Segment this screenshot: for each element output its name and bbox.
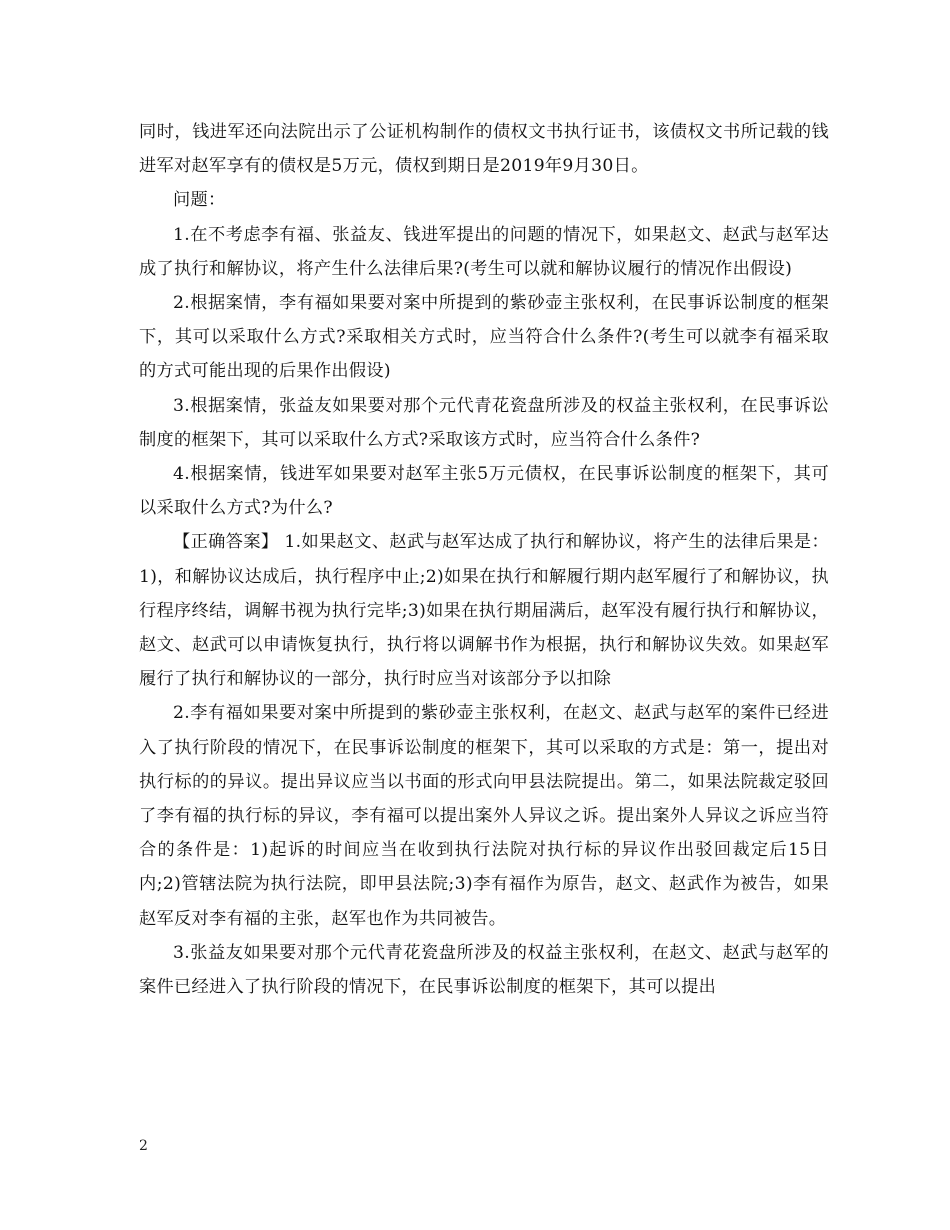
paragraph-answer-2: 2.李有福如果要对案中所提到的紫砂壶主张权利，在赵文、赵武与赵军的案件已经进入了执行阶段的情况下，在民事诉讼制度的框架下，其可以采取的方式是：第一，提出对执行标的的异议。提出异议应当以书面的形式向甲县法院提出。第二，如果法院裁定驳回了李有福的执行标的异议，李有福可以提出案外人异议之诉。提出案外人异议之诉应当符合的条件是：1)起诉的时间应当在收到执行法院对执行标的异议作出驳回裁定后15日内;2)管辖法院为执行法院，即甲县法院;3)李有福作为原告，赵文、赵武作为被告，如果赵军反对李有福的主张，赵军也作为共同被告。 <box>139 703 829 929</box>
paragraph-question-4: 4.根据案情，钱进军如果要对赵军主张5万元债权，在民事诉讼制度的框架下，其可以采取什么方式?为什么? <box>139 464 829 519</box>
paragraph-questions-heading: 问题： <box>173 190 226 211</box>
paragraph-answer-3: 3.张益友如果要对那个元代青花瓷盘所涉及的权益主张权利，在赵文、赵武与赵军的案件已经进入了执行阶段的情况下，在民事诉讼制度的框架下，其可以提出 <box>139 942 829 998</box>
paragraph-question-3: 3.根据案情，张益友如果要对那个元代青花瓷盘所涉及的权益主张权利，在民事诉讼制度的框架下，其可以采取什么方式?采取该方式时，应当符合什么条件? <box>139 395 829 450</box>
document-body <box>139 115 829 1004</box>
paragraph-answer-1: 【正确答案】 1.如果赵文、赵武与赵军达成了执行和解协议，将产生的法律后果是：1)，和解协议达成后，执行程序中止;2)如果在执行和解履行期内赵军履行了和解协议，执行程序终结，调解书视为执行完毕;3)如果在执行期届满后，赵军没有履行执行和解协议，赵文、赵武可以申请恢复执行，执行将以调解书作为根据，执行和解协议失效。如果赵军履行了执行和解协议的一部分，执行时应当对该部分予以扣除 <box>139 532 829 690</box>
paragraph-question-1: 1.在不考虑李有福、张益友、钱进军提出的问题的情况下，如果赵文、赵武与赵军达成了执行和解协议，将产生什么法律后果?(考生可以就和解协议履行的情况作出假设) <box>139 224 829 279</box>
page-number: 2 <box>139 1138 148 1154</box>
paragraph-case-fact: 同时，钱进军还向法院出示了公证机构制作的债权文书执行证书，该债权文书所记载的钱进军对赵军享有的债权是5万元，债权到期日是2019年9月30日。 <box>139 122 829 177</box>
paragraph-question-2: 2.根据案情，李有福如果要对案中所提到的紫砂壶主张权利，在民事诉讼制度的框架下，其可以采取什么方式?采取相关方式时，应当符合什么条件?(考生可以就李有福采取的方式可能出现的后果作出假设) <box>139 293 829 382</box>
